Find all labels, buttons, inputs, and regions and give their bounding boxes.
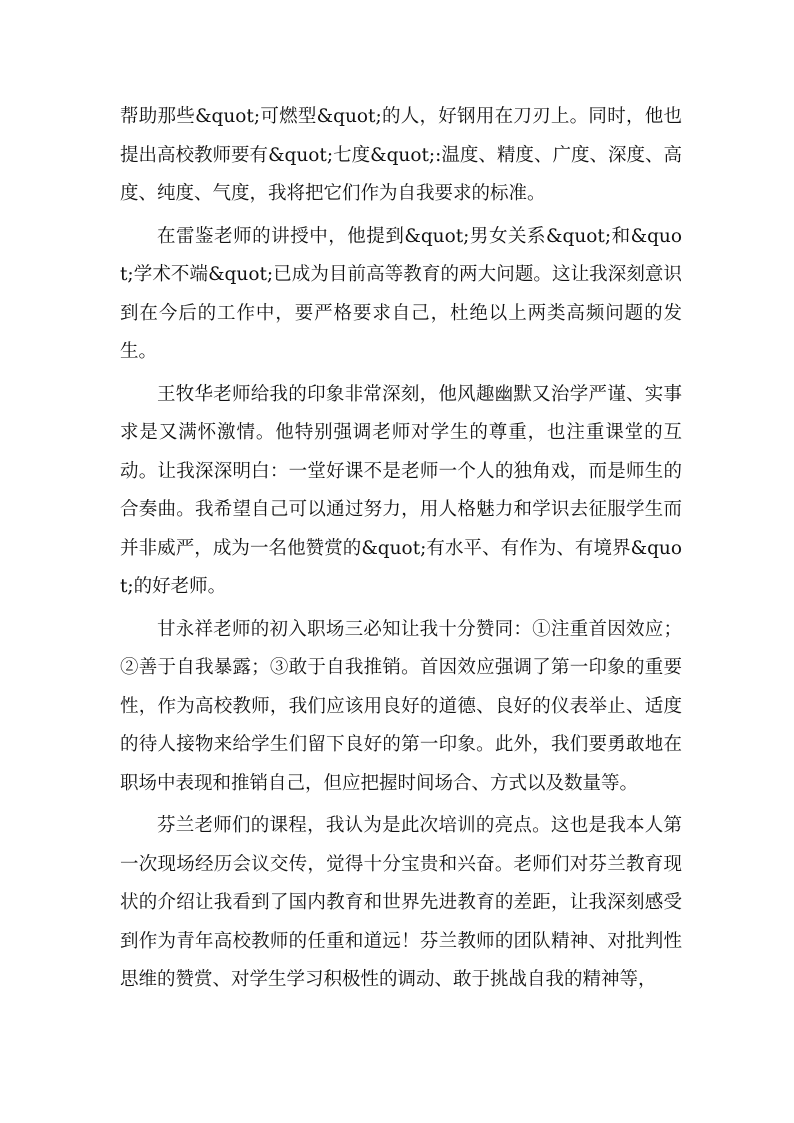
paragraph-wang-muhua: 王牧华老师给我的印象非常深刻，他风趣幽默又治学严谨、实事求是又满怀激情。他特别强调老师对学生的尊重，也注重课堂的互动。让我深深明白：一堂好课不是老师一个人的独角戏，而是师生的合奏曲。我希望自己可以通过努力，用人格魅力和学识去征服学生而并非威严，成为一名他赞赏的&quot;有水平、有作为、有境界&quot;的好老师。 bbox=[120, 383, 682, 597]
document-body bbox=[120, 98, 682, 1004]
paragraph-gan-yongxiang: 甘永祥老师的初入职场三必知让我十分赞同：①注重首因效应；②善于自我暴露；③敢于自我推销。首因效应强调了第一印象的重要性，作为高校教师，我们应该用良好的道德、良好的仪表举止、适度的待人接物来给学生们留下良好的第一印象。此外，我们要勇敢地在职场中表现和推销自己，但应把握时间场合、方式以及数量等。 bbox=[120, 618, 682, 794]
paragraph-finland-teachers: 芬兰老师们的课程，我认为是此次培训的亮点。这也是我本人第一次现场经历会议交传，觉得十分宝贵和兴奋。老师们对芬兰教育现状的介绍让我看到了国内教育和世界先进教育的差距，让我深刻感受到作为青年高校教师的任重和道远！芬兰教师的团队精神、对批判性思维的赞赏、对学生学习积极性的调动、敢于挑战自我的精神等， bbox=[120, 815, 682, 990]
paragraph-continuation: 帮助那些&quot;可燃型&quot;的人，好钢用在刀刃上。同时，他也提出高校教师要有&quot;七度&quot;:温度、精度、广度、深度、高度、纯度、气度，我将把它们作为自我要求的标准。 bbox=[120, 106, 682, 204]
paragraph-lei-jian: 在雷鉴老师的讲授中，他提到&quot;男女关系&quot;和&quot;学术不端&quot;已成为目前高等教育的两大问题。这让我深刻意识到在今后的工作中，要严格要求自己，杜绝以上两类高频问题的发生。 bbox=[120, 225, 682, 362]
